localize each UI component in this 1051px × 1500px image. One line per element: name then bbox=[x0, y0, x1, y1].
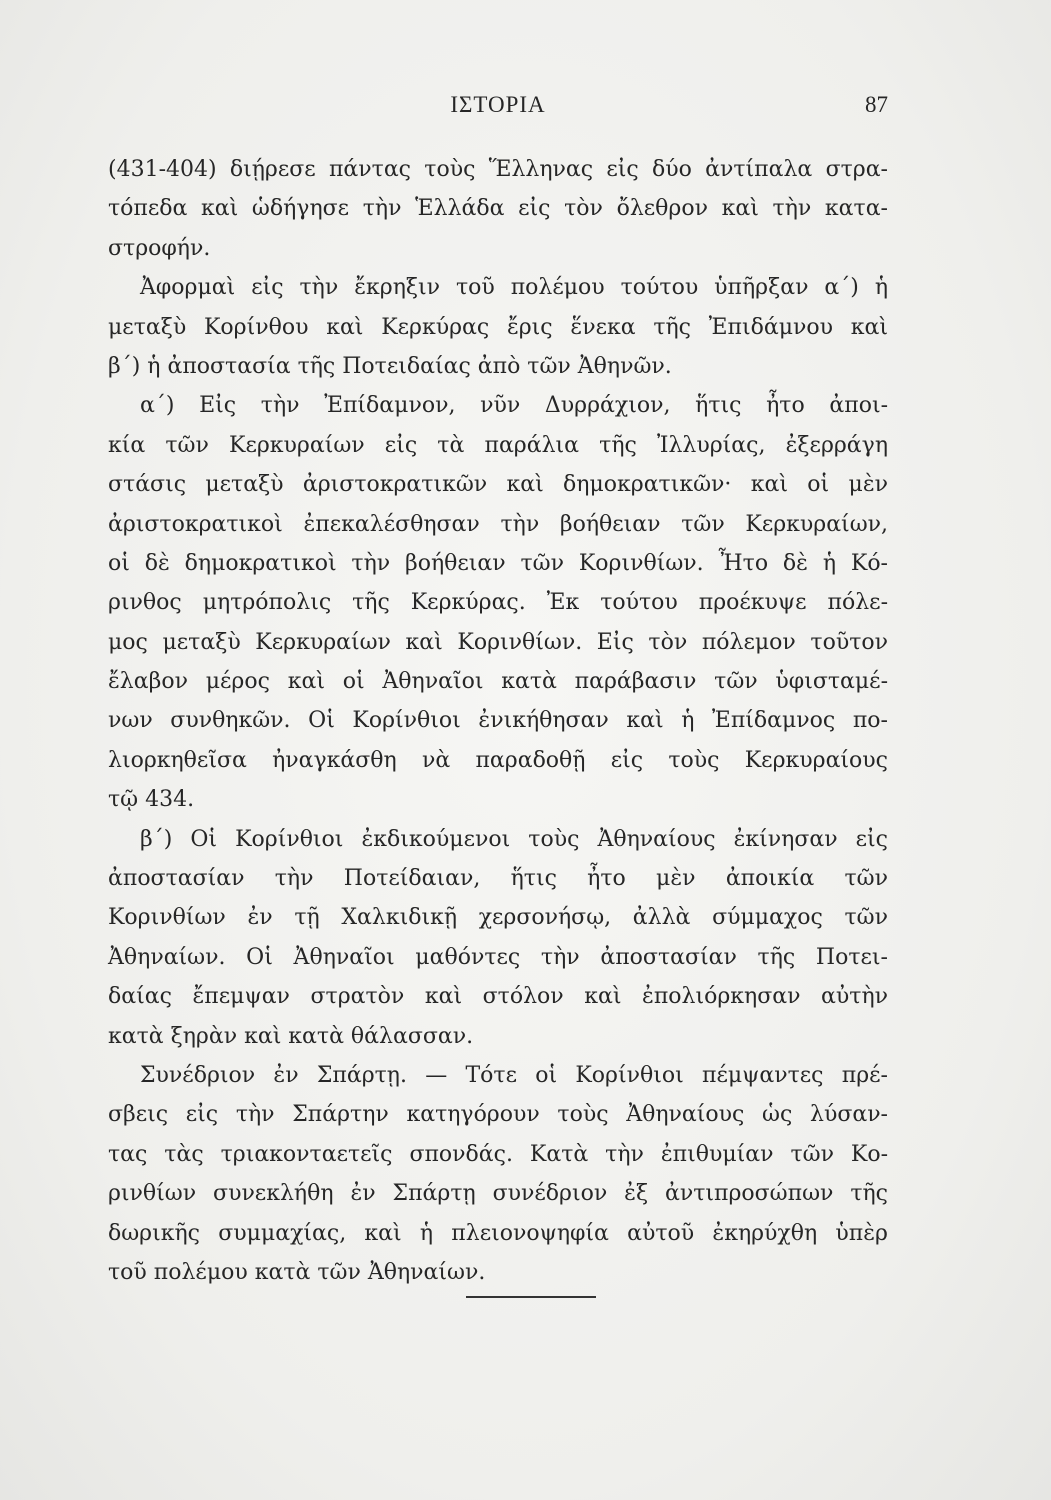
text-line: μεταξὺ Κορίνθου καὶ Κερκύρας ἔρις ἕνεκα τῆς Ἐπιδάμνου καὶ bbox=[108, 314, 888, 340]
text-line: Κορινθίων ἐν τῇ Χαλκιδικῇ χερσονήσῳ, ἀλλὰ σύμμαχος τῶν bbox=[108, 905, 888, 931]
text-line: δαίας ἔπεμψαν στρατὸν καὶ στόλον καὶ ἐπολιόρκησαν αὐτὴν bbox=[108, 984, 888, 1010]
text-line: Ἀφορμαὶ εἰς τὴν ἔκρηξιν τοῦ πολέμου τούτου ὑπῆρξαν α΄) ἡ bbox=[140, 275, 888, 301]
text-line: ἀποστασίαν τὴν Ποτείδαιαν, ἥτις ἦτο μὲν ἀποικία τῶν bbox=[108, 866, 888, 892]
text-line: (431-404) διῄρεσε πάντας τοὺς Ἕλληνας εἰς δύο ἀντίπαλα στρα- bbox=[108, 157, 888, 182]
text-line: δωρικῆς συμμαχίας, καὶ ἡ πλειονοψηφία αὐτοῦ ἐκηρύχθη ὑπὲρ bbox=[108, 1220, 888, 1246]
text-line: οἱ δὲ δημοκρατικοὶ τὴν βοήθειαν τῶν Κορινθίων. Ἦτο δὲ ἡ Κό- bbox=[108, 550, 888, 576]
text-line: σβεις εἰς τὴν Σπάρτην κατηγόρουν τοὺς Ἀθηναίους ὡς λύσαν- bbox=[108, 1102, 888, 1128]
text-line: β΄) ἡ ἀποστασία τῆς Ποτειδαίας ἀπὸ τῶν Ἀθηνῶν. bbox=[108, 353, 672, 379]
text-line: ρινθος μητρόπολις τῆς Κερκύρας. Ἐκ τούτου προέκυψε πόλε- bbox=[108, 590, 888, 616]
text-line: Συνέδριον ἐν Σπάρτῃ. — Τότε οἱ Κορίνθιοι πέμψαντες πρέ- bbox=[140, 1062, 888, 1088]
text-line: α΄) Εἰς τὴν Ἐπίδαμνον, νῦν Δυρράχιον, ἥτις ἦτο ἀποι- bbox=[140, 393, 888, 419]
text-line: ρινθίων συνεκλήθη ἐν Σπάρτῃ συνέδριον ἐξ ἀντιπροσώπων τῆς bbox=[108, 1181, 888, 1207]
text-line: στάσις μεταξὺ ἀριστοκρατικῶν καὶ δημοκρατικῶν· καὶ οἱ μὲν bbox=[108, 472, 888, 498]
text-line: κατὰ ξηρὰν καὶ κατὰ θάλασσαν. bbox=[108, 1023, 474, 1049]
text-line: τας τὰς τριακονταετεῖς σπονδάς. Κατὰ τὴν ἐπιθυμίαν τῶν Κο- bbox=[108, 1141, 888, 1167]
text-line: τοῦ πολέμου κατὰ τῶν Ἀθηναίων. bbox=[108, 1259, 486, 1285]
text-line: μος μεταξὺ Κερκυραίων καὶ Κορινθίων. Εἰς τὸν πόλεμον τοῦτον bbox=[108, 629, 888, 655]
text-line: στροφήν. bbox=[108, 235, 211, 261]
text-line: νων συνθηκῶν. Οἱ Κορίνθιοι ἐνικήθησαν καὶ ἡ Ἐπίδαμνος πο- bbox=[108, 708, 888, 734]
text-line: τόπεδα καὶ ὡδήγησε τὴν Ἑλλάδα εἰς τὸν ὄλεθρον καὶ τὴν κατα- bbox=[108, 196, 888, 222]
running-title: ΙΣΤΟΡΙΑ bbox=[450, 92, 546, 117]
page-number: 87 bbox=[865, 92, 888, 117]
page-header bbox=[108, 92, 888, 124]
text-line: ἔλαβον μέρος καὶ οἱ Ἀθηναῖοι κατὰ παράβασιν τῶν ὑφισταμέ- bbox=[108, 669, 888, 695]
section-end-rule bbox=[466, 1296, 596, 1298]
text-line: κία τῶν Κερκυραίων εἰς τὰ παράλια τῆς Ἰλλυρίας, ἐξερράγη bbox=[108, 432, 888, 458]
text-line: ἀριστοκρατικοὶ ἐπεκαλέσθησαν τὴν βοήθειαν τῶν Κερκυραίων, bbox=[108, 511, 888, 537]
body-text bbox=[108, 150, 888, 1292]
text-line: τῷ 434. bbox=[108, 787, 195, 813]
text-line: β΄) Οἱ Κορίνθιοι ἐκδικούμενοι τοὺς Ἀθηναίους ἐκίνησαν εἰς bbox=[140, 826, 888, 852]
text-line: Ἀθηναίων. Οἱ Ἀθηναῖοι μαθόντες τὴν ἀποστασίαν τῆς Ποτει- bbox=[108, 944, 888, 970]
text-line: λιορκηθεῖσα ἠναγκάσθη νὰ παραδοθῇ εἰς τοὺς Κερκυραίους bbox=[108, 747, 888, 773]
